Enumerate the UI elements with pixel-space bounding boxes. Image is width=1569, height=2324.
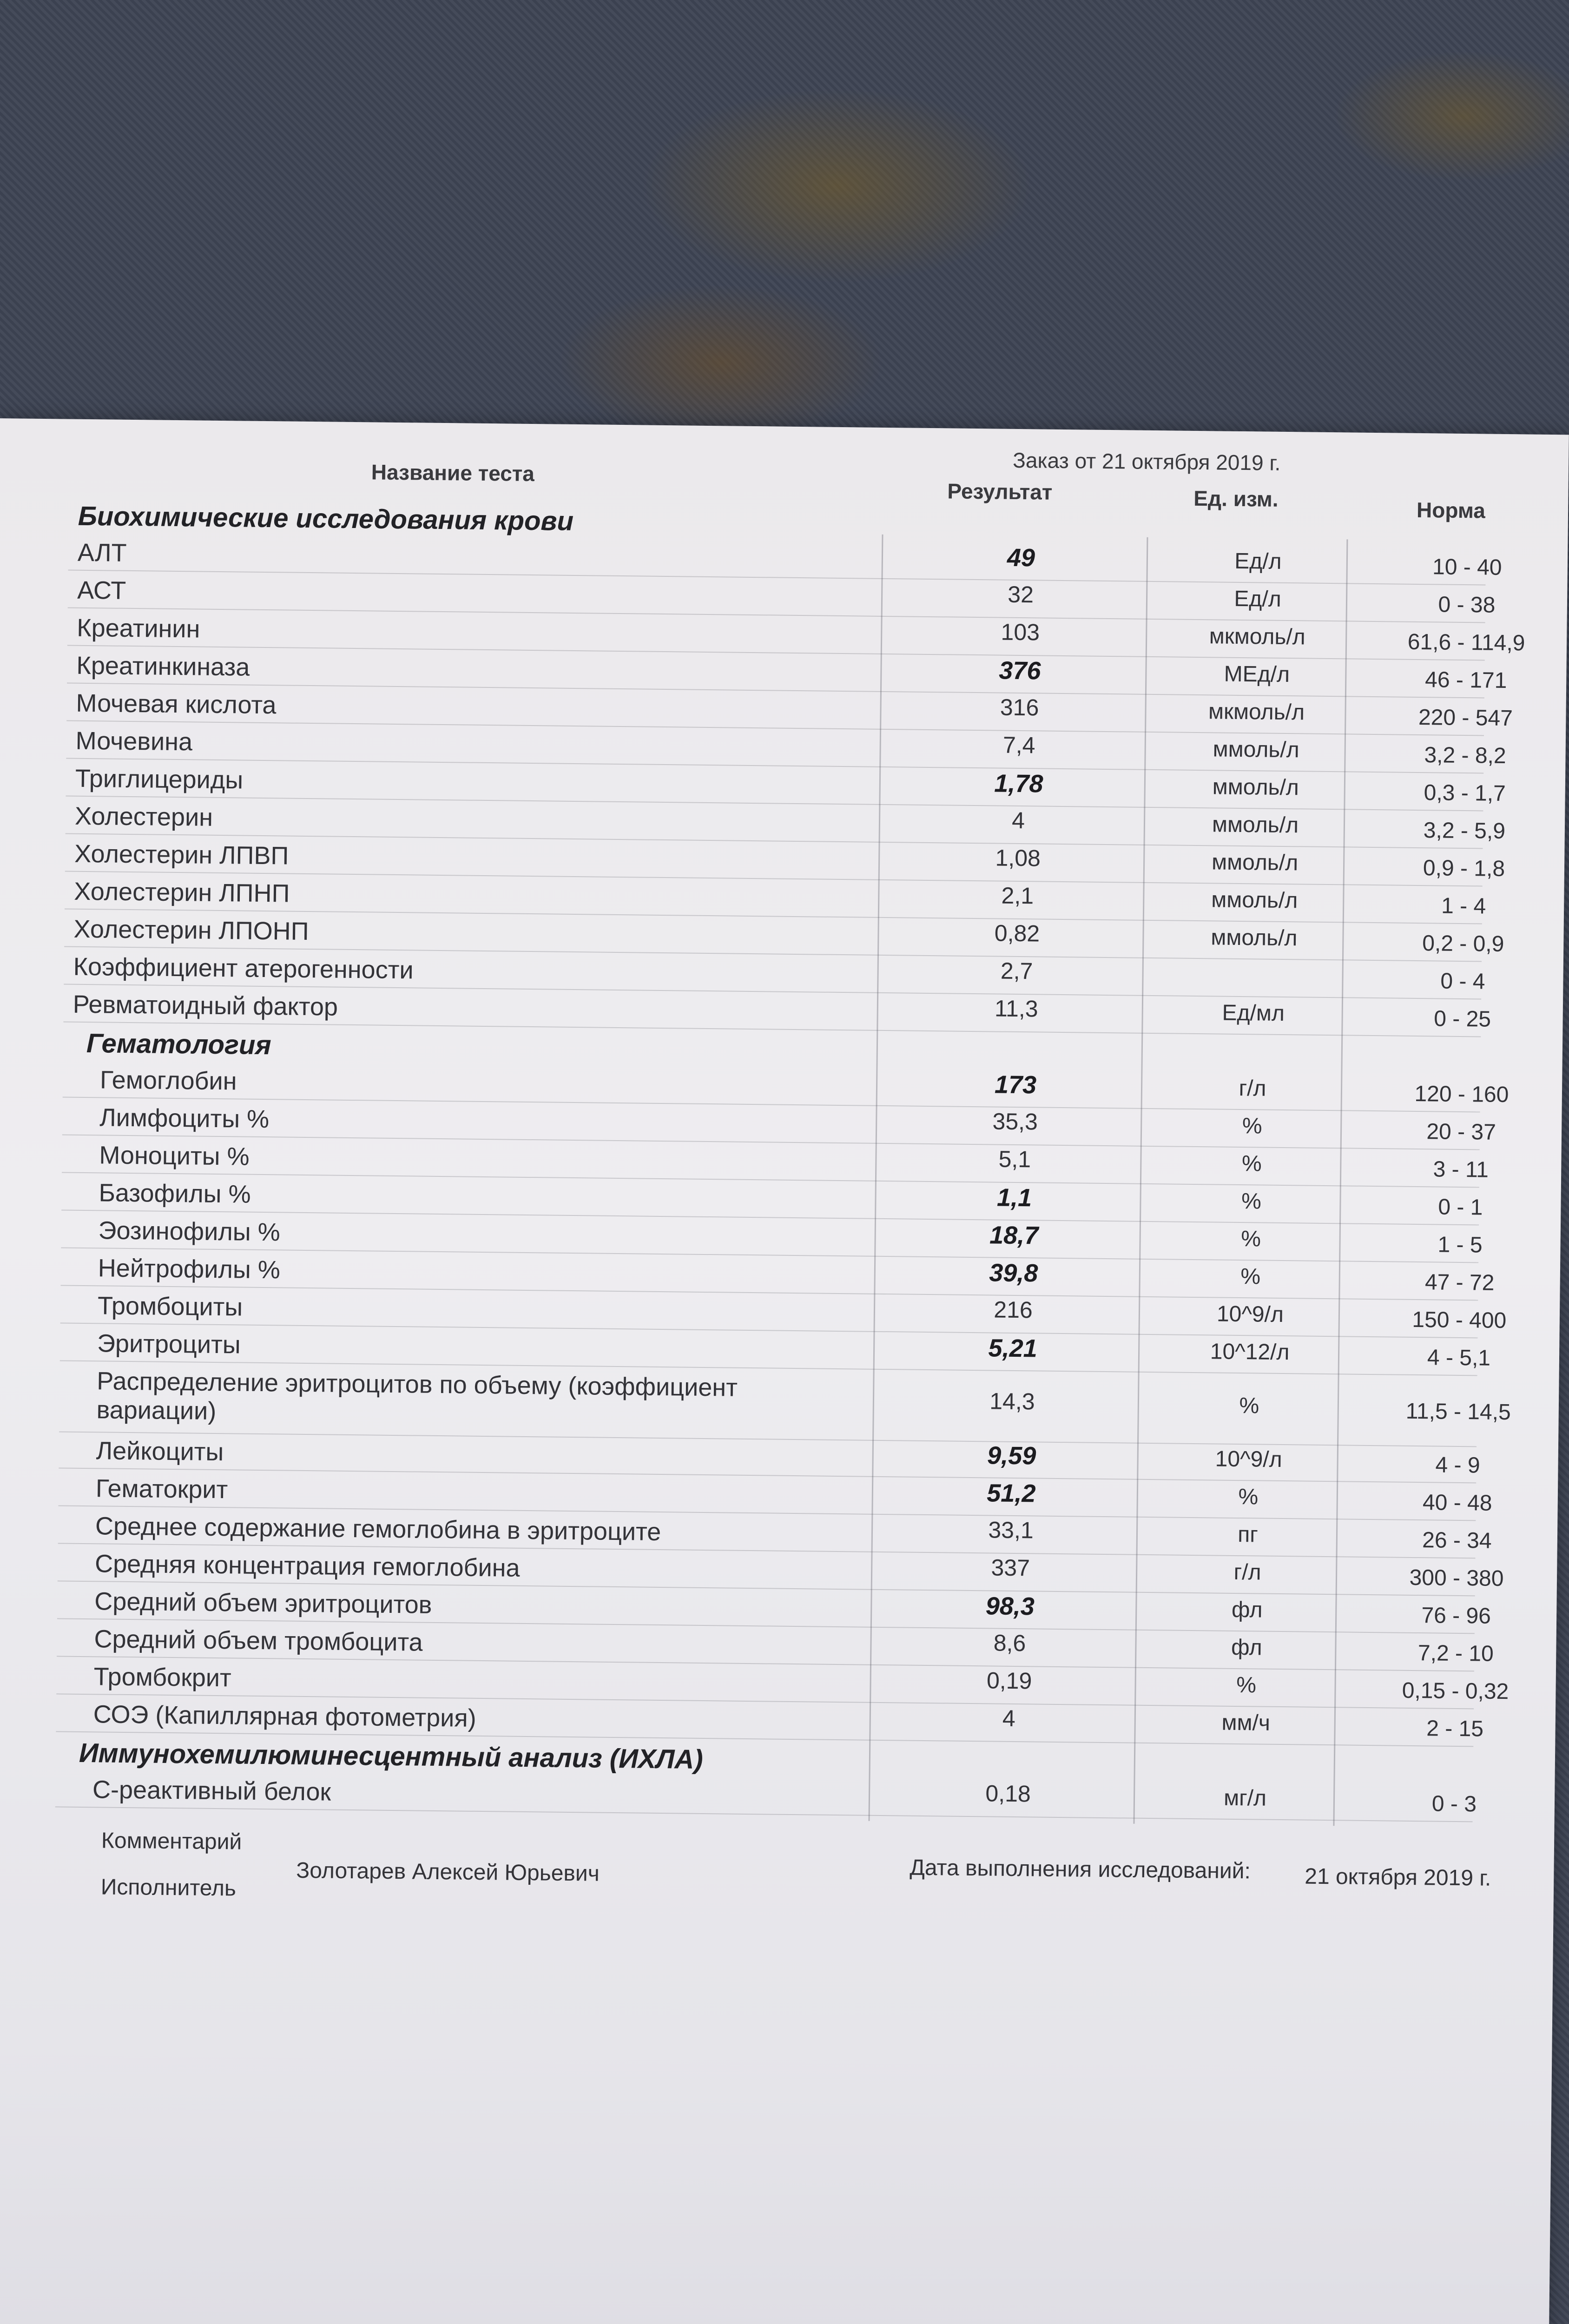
- result-value: 5,1: [998, 1146, 1031, 1173]
- norm-value: 46 - 171: [1424, 667, 1507, 693]
- result-value: 0,18: [985, 1780, 1031, 1807]
- unit-value: %: [1241, 1151, 1262, 1176]
- norm-value: 1 - 5: [1437, 1232, 1483, 1258]
- norm-value: 3,2 - 5,9: [1423, 818, 1506, 844]
- norm-value: 4 - 5,1: [1427, 1345, 1491, 1371]
- norm-value: 120 - 160: [1414, 1081, 1509, 1108]
- test-name: Гематокрит: [95, 1474, 228, 1504]
- norm-value: 0 - 38: [1438, 592, 1496, 618]
- test-name: Лейкоциты: [96, 1437, 224, 1466]
- test-name: Тромбокрит: [93, 1663, 232, 1692]
- norm-value: 2 - 15: [1426, 1716, 1484, 1742]
- unit-value: Ед/л: [1234, 586, 1282, 612]
- result-value: 1,1: [996, 1183, 1032, 1212]
- unit-value: 10^9/л: [1216, 1301, 1284, 1327]
- unit-value: мкмоль/л: [1208, 699, 1305, 725]
- test-name: Эозинофилы %: [98, 1216, 280, 1247]
- row-divider: [59, 1431, 1477, 1447]
- test-name: Холестерин: [74, 802, 213, 832]
- result-value: 0,19: [986, 1667, 1032, 1694]
- test-name: Триглицериды: [75, 764, 244, 794]
- unit-value: г/л: [1233, 1559, 1261, 1585]
- column-header-unit: Ед. изм.: [1193, 486, 1279, 511]
- result-value: 32: [1008, 581, 1034, 608]
- test-name: Базофилы %: [99, 1179, 251, 1208]
- test-name: Лимфоциты %: [99, 1103, 270, 1134]
- unit-value: фл: [1231, 1597, 1263, 1623]
- result-value: 49: [1007, 543, 1035, 572]
- unit-value: %: [1241, 1189, 1262, 1214]
- result-value: 98,3: [985, 1592, 1035, 1621]
- test-name: Холестерин ЛПНП: [74, 877, 290, 908]
- date-value: 21 октября 2019 г.: [1305, 1864, 1491, 1891]
- norm-value: 26 - 34: [1422, 1528, 1492, 1553]
- norm-value: 20 - 37: [1426, 1119, 1496, 1145]
- result-value: 216: [994, 1296, 1033, 1323]
- norm-value: 47 - 72: [1424, 1270, 1495, 1295]
- test-name: Мочевая кислота: [76, 689, 277, 720]
- column-separator: [1133, 537, 1148, 1824]
- test-name: Ревматоидный фактор: [73, 990, 338, 1021]
- norm-value: 0 - 4: [1440, 969, 1485, 994]
- norm-value: 0 - 25: [1433, 1006, 1491, 1032]
- norm-value: 3,2 - 8,2: [1424, 743, 1506, 768]
- norm-value: 7,2 - 10: [1417, 1641, 1494, 1666]
- test-name: Холестерин ЛПОНП: [73, 915, 309, 946]
- unit-value: %: [1238, 1485, 1259, 1510]
- result-value: 4: [1011, 807, 1025, 834]
- result-value: 18,7: [989, 1221, 1039, 1250]
- unit-value: г/л: [1239, 1076, 1266, 1101]
- column-header-name: Название теста: [371, 460, 535, 486]
- test-name: Моноциты %: [99, 1141, 250, 1171]
- unit-value: ммоль/л: [1213, 737, 1299, 763]
- result-value: 103: [1001, 619, 1040, 646]
- unit-value: Ед/мл: [1222, 1000, 1285, 1026]
- test-name: Нейтрофилы %: [98, 1254, 281, 1284]
- norm-value: 0 - 3: [1431, 1791, 1477, 1817]
- result-value: 1,78: [994, 769, 1043, 798]
- comment-label: Комментарий: [101, 1828, 242, 1855]
- result-value: 11,3: [994, 995, 1038, 1022]
- result-value: 4: [1002, 1705, 1016, 1732]
- result-value: 2,1: [1001, 882, 1034, 909]
- test-name: Средняя концентрация гемоглобина: [94, 1550, 520, 1582]
- test-name: Эритроциты: [97, 1329, 241, 1359]
- norm-value: 4 - 9: [1435, 1452, 1480, 1478]
- unit-value: %: [1239, 1393, 1259, 1419]
- result-value: 8,6: [993, 1630, 1026, 1657]
- unit-value: ммоль/л: [1211, 887, 1298, 913]
- unit-value: %: [1236, 1673, 1257, 1698]
- result-value: 33,1: [988, 1517, 1034, 1544]
- norm-value: 300 - 380: [1409, 1565, 1504, 1591]
- result-value: 5,21: [988, 1334, 1038, 1363]
- test-name: С-реактивный белок: [92, 1776, 331, 1806]
- test-name: Мочевина: [75, 726, 193, 756]
- unit-value: мг/л: [1223, 1785, 1267, 1811]
- test-name: Средний объем эритроцитов: [94, 1587, 432, 1619]
- column-separator: [869, 535, 883, 1821]
- unit-value: 10^12/л: [1210, 1339, 1290, 1365]
- result-value: 9,59: [987, 1441, 1036, 1470]
- order-date: Заказ от 21 октября 2019 г.: [1012, 448, 1281, 475]
- norm-value: 150 - 400: [1412, 1307, 1507, 1334]
- result-value: 51,2: [987, 1479, 1036, 1508]
- section-title: Иммунохемилюминесцентный анализ (ИХЛА): [79, 1737, 703, 1775]
- test-name: СОЭ (Капиллярная фотометрия): [93, 1700, 476, 1732]
- norm-value: 61,6 - 114,9: [1407, 629, 1525, 656]
- unit-value: мм/ч: [1221, 1710, 1271, 1736]
- norm-value: 0,15 - 0,32: [1402, 1678, 1509, 1704]
- test-name: Креатинкиназа: [76, 651, 250, 681]
- norm-value: 0,3 - 1,7: [1424, 780, 1506, 806]
- norm-value: 220 - 547: [1418, 705, 1513, 731]
- unit-value: 10^9/л: [1215, 1446, 1282, 1472]
- test-name: Холестерин ЛПВП: [74, 839, 289, 870]
- result-value: 1,08: [995, 845, 1041, 872]
- test-name: Среднее содержание гемоглобина в эритроците: [95, 1512, 661, 1546]
- test-name: Гемоглобин: [99, 1066, 237, 1096]
- result-value: 173: [994, 1070, 1037, 1099]
- result-value: 316: [1000, 694, 1039, 721]
- executor-name: Золотарев Алексей Юрьевич: [296, 1858, 600, 1886]
- unit-value: %: [1242, 1114, 1262, 1139]
- lab-report-sheet: [0, 418, 1569, 2324]
- result-value: 376: [999, 656, 1041, 685]
- unit-value: МЕд/л: [1224, 661, 1290, 687]
- unit-value: %: [1241, 1227, 1261, 1252]
- unit-value: ммоль/л: [1211, 850, 1299, 876]
- section-title: Гематология: [86, 1028, 271, 1061]
- section-title: Биохимические исследования крови: [78, 501, 574, 536]
- unit-value: %: [1240, 1264, 1261, 1289]
- result-value: 39,8: [989, 1259, 1038, 1287]
- result-value: 2,7: [1000, 957, 1033, 984]
- result-value: 337: [991, 1554, 1030, 1581]
- test-name: АСТ: [77, 576, 126, 605]
- test-name: Тромбоциты: [97, 1292, 243, 1321]
- test-name: АЛТ: [77, 538, 127, 567]
- norm-value: 0,2 - 0,9: [1422, 931, 1504, 957]
- norm-value: 11,5 - 14,5: [1405, 1399, 1511, 1425]
- unit-value: [1166, 962, 1342, 964]
- unit-value: Ед/л: [1234, 548, 1282, 574]
- norm-value: 0,9 - 1,8: [1423, 856, 1505, 881]
- column-separator: [1333, 539, 1348, 1826]
- test-name: Средний объем тромбоцита: [94, 1625, 423, 1657]
- norm-value: 0 - 1: [1438, 1195, 1483, 1220]
- result-value: 0,82: [994, 920, 1040, 947]
- column-header-result: Результат: [947, 479, 1053, 504]
- test-name: Распределение эритроцитов по объему (коэффициент вариации): [96, 1367, 738, 1425]
- test-name: Коэффициент атерогенности: [73, 952, 414, 984]
- result-value: 14,3: [989, 1388, 1035, 1415]
- unit-value: пг: [1237, 1522, 1259, 1547]
- unit-value: ммоль/л: [1212, 774, 1299, 800]
- norm-value: 40 - 48: [1422, 1490, 1492, 1516]
- unit-value: ммоль/л: [1212, 812, 1299, 838]
- test-name: Креатинин: [76, 614, 200, 643]
- norm-value: 10 - 40: [1432, 555, 1502, 580]
- date-label: Дата выполнения исследований:: [910, 1855, 1251, 1884]
- norm-value: 76 - 96: [1421, 1603, 1491, 1629]
- unit-value: фл: [1231, 1635, 1262, 1660]
- column-header-norm: Норма: [1416, 497, 1486, 523]
- result-value: 35,3: [992, 1108, 1038, 1135]
- result-value: 7,4: [1002, 732, 1035, 759]
- norm-value: 3 - 11: [1433, 1157, 1489, 1182]
- executor-label: Исполнитель: [100, 1875, 237, 1901]
- norm-value: 1 - 4: [1441, 893, 1486, 919]
- unit-value: мкмоль/л: [1209, 624, 1305, 650]
- unit-value: ммоль/л: [1211, 925, 1298, 951]
